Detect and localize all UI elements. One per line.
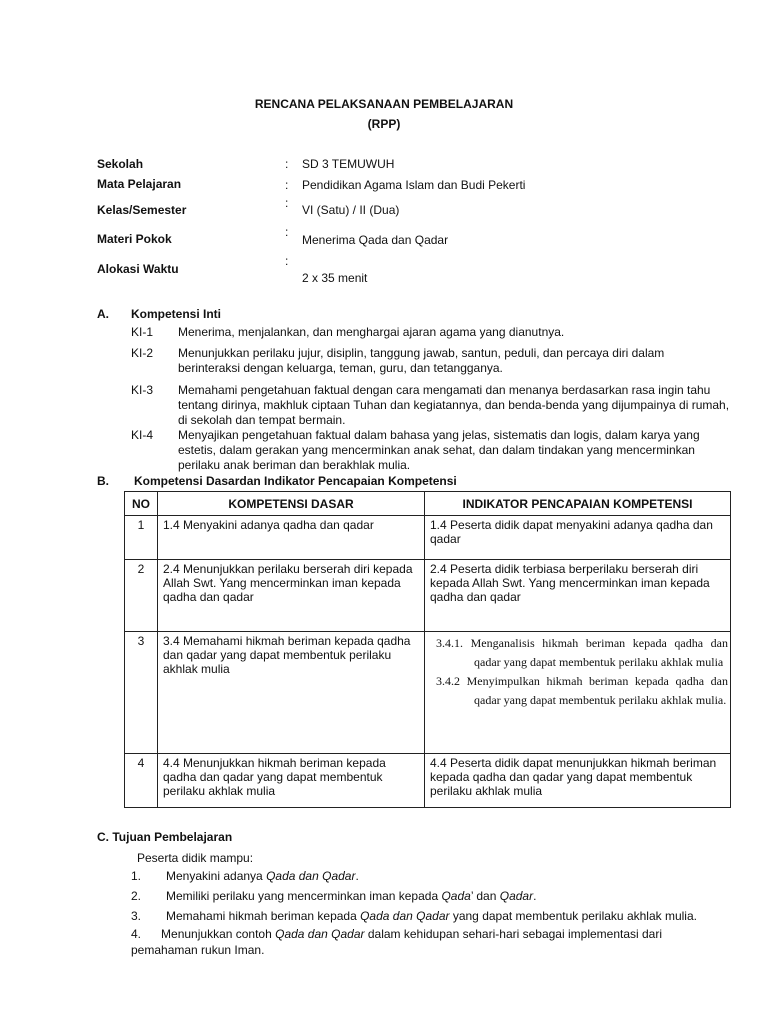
ki-code: KI-3 [131,383,154,397]
identity-colon: : [285,178,289,192]
row-no: 3 [125,632,158,754]
table-row [125,516,731,560]
identity-label-materi-pokok: Materi Pokok [97,232,172,246]
identity-colon: : [285,254,289,268]
section-a-letter: A. [97,307,109,321]
section-c-heading: C. Tujuan Pembelajaran [97,830,233,844]
indikator-item: 3.4.1. Menganalisis hikmah beriman kepada qadha dan qadar yang dapat membentuk perilaku akhlak mulia [436,636,728,669]
ki-code: KI-2 [131,346,154,360]
table-row [125,632,731,754]
identity-label-kelas-semester: Kelas/Semester [97,203,187,217]
identity-value-materi-pokok: Menerima Qada dan Qadar [302,233,449,247]
identity-value-sekolah: SD 3 TEMUWUH [302,157,395,171]
identity-label-alokasi-waktu: Alokasi Waktu [97,262,179,276]
ki-code: KI-1 [131,325,154,339]
ki-text: Memahami pengetahuan faktual dengan cara mengamati dan menanya berdasarkan rasa ingin tahu tentang dirinya, makhluk ciptaan Tuhan dan kegiatannya, dan benda-benda yang dijumpainya di rumah, di sekolah dan tempat bermain. [178,383,730,427]
identity-value-kelas-semester: VI (Satu) / II (Dua) [302,203,400,217]
tujuan-num: 3. [131,909,142,923]
tujuan-text: Menyakini adanya Qada dan Qadar. [166,869,359,883]
tujuan-num: 2. [131,889,142,903]
tujuan-num: 4. [131,927,142,941]
section-b-letter: B. [97,474,109,488]
row-kd: 4.4 Menunjukkan hikmah beriman kepada qadha dan qadar yang dapat membentuk perilaku akhlak mulia [158,754,425,808]
identity-value-mata-pelajaran: Pendidikan Agama Islam dan Budi Pekerti [302,178,526,192]
header-kompetensi-dasar: KOMPETENSI DASAR [158,492,425,516]
row-no: 2 [125,560,158,632]
identity-label-sekolah: Sekolah [97,157,144,171]
header-indikator: INDIKATOR PENCAPAIAN KOMPETENSI [425,492,731,516]
document-subtitle: (RPP) [367,117,401,131]
ki-text: Menunjukkan perilaku jujur, disiplin, tanggung jawab, santun, peduli, dan percaya diri dalam berinteraksi dengan keluarga, teman, guru, dan tetangganya. [178,346,665,375]
identity-colon: : [285,157,289,171]
table-header-row [125,492,731,516]
identity-colon: : [285,196,289,210]
row-no: 4 [125,754,158,808]
row-kd: 1.4 Menyakini adanya qadha dan qadar [158,516,425,560]
ki-code: KI-4 [131,428,154,442]
identity-colon: : [285,225,289,239]
tujuan-item-4: 4. Menunjukkan contoh Qada dan Qadar dalam kehidupan sehari-hari sebagai implementasi dari pemahaman rukun Iman. [131,927,663,957]
row-indikator: 4.4 Peserta didik dapat menunjukkan hikmah beriman kepada qadha dan qadar yang dapat membentuk perilaku akhlak mulia [425,754,731,808]
tujuan-text: Memahami hikmah beriman kepada Qada dan Qadar yang dapat membentuk perilaku akhlak mulia. [166,909,697,923]
section-a-heading: Kompetensi Inti [131,307,222,321]
table-row [125,560,731,632]
indikator-item: 3.4.2 Menyimpulkan hikmah beriman kepada qadha dan qadar yang dapat membentuk perilaku akhlak mulia. [436,674,728,707]
ki-text: Menerima, menjalankan, dan menghargai ajaran agama yang dianutnya. [178,325,565,339]
tujuan-text: Memiliki perilaku yang mencerminkan iman kepada Qada’ dan Qadar. [166,889,537,903]
row-kd: 2.4 Menunjukkan perilaku berserah diri kepada Allah Swt. Yang mencerminkan iman kepada qadha dan qadar [158,560,425,632]
ki-text: Menyajikan pengetahuan faktual dalam bahasa yang jelas, sistematis dan logis, dalam karya yang estetis, dalam gerakan yang mencerminkan anak sehat, dan dalam tindakan yang mencerminkan perilaku anak beriman dan berakhlak mulia. [178,428,700,472]
row-indikator: 2.4 Peserta didik terbiasa berperilaku berserah diri kepada Allah Swt. Yang mencerminkan iman kepada qadha dan qadar [425,560,731,632]
table-row [125,754,731,808]
header-no: NO [125,492,158,516]
identity-label-mata-pelajaran: Mata Pelajaran [97,177,182,191]
kompetensi-table [124,491,731,808]
identity-value-alokasi-waktu: 2 x 35 menit [302,271,368,285]
section-c-intro: Peserta didik mampu: [137,851,254,865]
row-indikator: 1.4 Peserta didik dapat menyakini adanya qadha dan qadar [425,516,731,560]
row-indikator [425,632,731,754]
row-kd: 3.4 Memahami hikmah beriman kepada qadha dan qadar yang dapat membentuk perilaku akhlak mulia [158,632,425,754]
section-b-heading: Kompetensi Dasardan Indikator Pencapaian Kompetensi [134,474,457,488]
tujuan-num: 1. [131,869,142,883]
document-title: RENCANA PELAKSANAAN PEMBELAJARAN [254,97,514,111]
row-no: 1 [125,516,158,560]
